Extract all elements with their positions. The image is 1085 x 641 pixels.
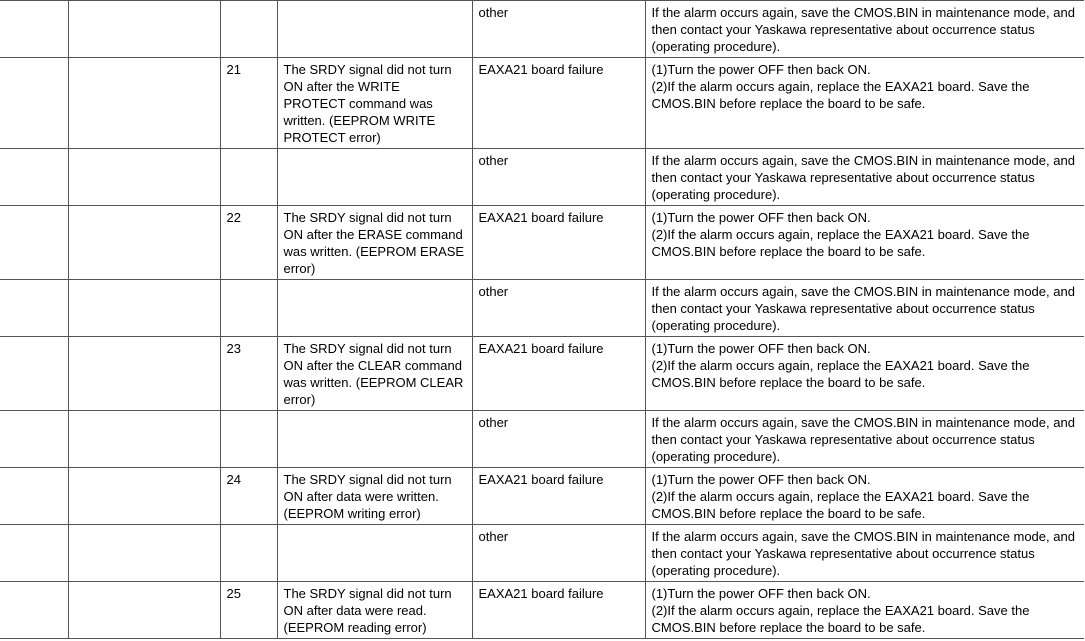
empty-cell [0, 582, 68, 639]
table-row [0, 411, 1084, 468]
type-cell: other [472, 1, 645, 58]
remedy-cell: (1)Turn the power OFF then back ON. (2)If the alarm occurs again, replace the EAXA21 board. Save the CMOS.BIN before replace the board to be safe. [645, 468, 1084, 525]
table-row [0, 468, 1084, 525]
type-cell: other [472, 525, 645, 582]
table-row [0, 1, 1084, 58]
empty-cell [0, 58, 68, 149]
empty-cell [0, 468, 68, 525]
remedy-cell: If the alarm occurs again, save the CMOS.BIN in maintenance mode, and then contact your Yaskawa representative about occurrence status (operating procedure). [645, 149, 1084, 206]
sub-code-cell: 22 [220, 206, 277, 280]
empty-cell [68, 411, 220, 468]
empty-cell [0, 1, 68, 58]
empty-cell [68, 280, 220, 337]
sub-code-cell: 25 [220, 582, 277, 639]
sub-code-cell [220, 1, 277, 58]
empty-cell [0, 280, 68, 337]
sub-code-cell [220, 525, 277, 582]
empty-cell [68, 337, 220, 411]
cause-cell [277, 1, 472, 58]
table-row [0, 206, 1084, 280]
cause-cell: The SRDY signal did not turn ON after data were written. (EEPROM writing error) [277, 468, 472, 525]
empty-cell [68, 468, 220, 525]
empty-cell [0, 149, 68, 206]
type-cell: other [472, 280, 645, 337]
empty-cell [68, 1, 220, 58]
type-cell: other [472, 149, 645, 206]
alarm-table-body [0, 1, 1084, 639]
table-row [0, 525, 1084, 582]
cause-cell: The SRDY signal did not turn ON after the CLEAR command was written. (EEPROM CLEAR error) [277, 337, 472, 411]
remedy-cell: (1)Turn the power OFF then back ON. (2)If the alarm occurs again, replace the EAXA21 board. Save the CMOS.BIN before replace the board to be safe. [645, 582, 1084, 639]
sub-code-cell: 23 [220, 337, 277, 411]
empty-cell [0, 337, 68, 411]
cause-cell [277, 280, 472, 337]
type-cell: EAXA21 board failure [472, 337, 645, 411]
sub-code-cell [220, 411, 277, 468]
table-row [0, 280, 1084, 337]
cause-cell [277, 411, 472, 468]
cause-cell: The SRDY signal did not turn ON after the WRITE PROTECT command was written. (EEPROM WRITE PROTECT error) [277, 58, 472, 149]
type-cell: other [472, 411, 645, 468]
cause-cell: The SRDY signal did not turn ON after data were read. (EEPROM reading error) [277, 582, 472, 639]
cause-cell: The SRDY signal did not turn ON after the ERASE command was written. (EEPROM ERASE error) [277, 206, 472, 280]
table-row [0, 58, 1084, 149]
remedy-cell: (1)Turn the power OFF then back ON. (2)If the alarm occurs again, replace the EAXA21 board. Save the CMOS.BIN before replace the board to be safe. [645, 206, 1084, 280]
empty-cell [68, 525, 220, 582]
table-row [0, 582, 1084, 639]
remedy-cell: (1)Turn the power OFF then back ON. (2)If the alarm occurs again, replace the EAXA21 board. Save the CMOS.BIN before replace the board to be safe. [645, 337, 1084, 411]
type-cell: EAXA21 board failure [472, 58, 645, 149]
remedy-cell: If the alarm occurs again, save the CMOS.BIN in maintenance mode, and then contact your Yaskawa representative about occurrence status (operating procedure). [645, 1, 1084, 58]
remedy-cell: (1)Turn the power OFF then back ON. (2)If the alarm occurs again, replace the EAXA21 board. Save the CMOS.BIN before replace the board to be safe. [645, 58, 1084, 149]
cause-cell [277, 525, 472, 582]
table-row [0, 337, 1084, 411]
empty-cell [68, 206, 220, 280]
remedy-cell: If the alarm occurs again, save the CMOS.BIN in maintenance mode, and then contact your Yaskawa representative about occurrence status (operating procedure). [645, 280, 1084, 337]
empty-cell [0, 525, 68, 582]
sub-code-cell: 24 [220, 468, 277, 525]
empty-cell [68, 149, 220, 206]
table-row [0, 149, 1084, 206]
type-cell: EAXA21 board failure [472, 468, 645, 525]
empty-cell [68, 58, 220, 149]
sub-code-cell [220, 280, 277, 337]
type-cell: EAXA21 board failure [472, 582, 645, 639]
empty-cell [0, 411, 68, 468]
empty-cell [68, 582, 220, 639]
sub-code-cell [220, 149, 277, 206]
sub-code-cell: 21 [220, 58, 277, 149]
remedy-cell: If the alarm occurs again, save the CMOS.BIN in maintenance mode, and then contact your Yaskawa representative about occurrence status (operating procedure). [645, 525, 1084, 582]
remedy-cell: If the alarm occurs again, save the CMOS.BIN in maintenance mode, and then contact your Yaskawa representative about occurrence status (operating procedure). [645, 411, 1084, 468]
type-cell: EAXA21 board failure [472, 206, 645, 280]
empty-cell [0, 206, 68, 280]
cause-cell [277, 149, 472, 206]
